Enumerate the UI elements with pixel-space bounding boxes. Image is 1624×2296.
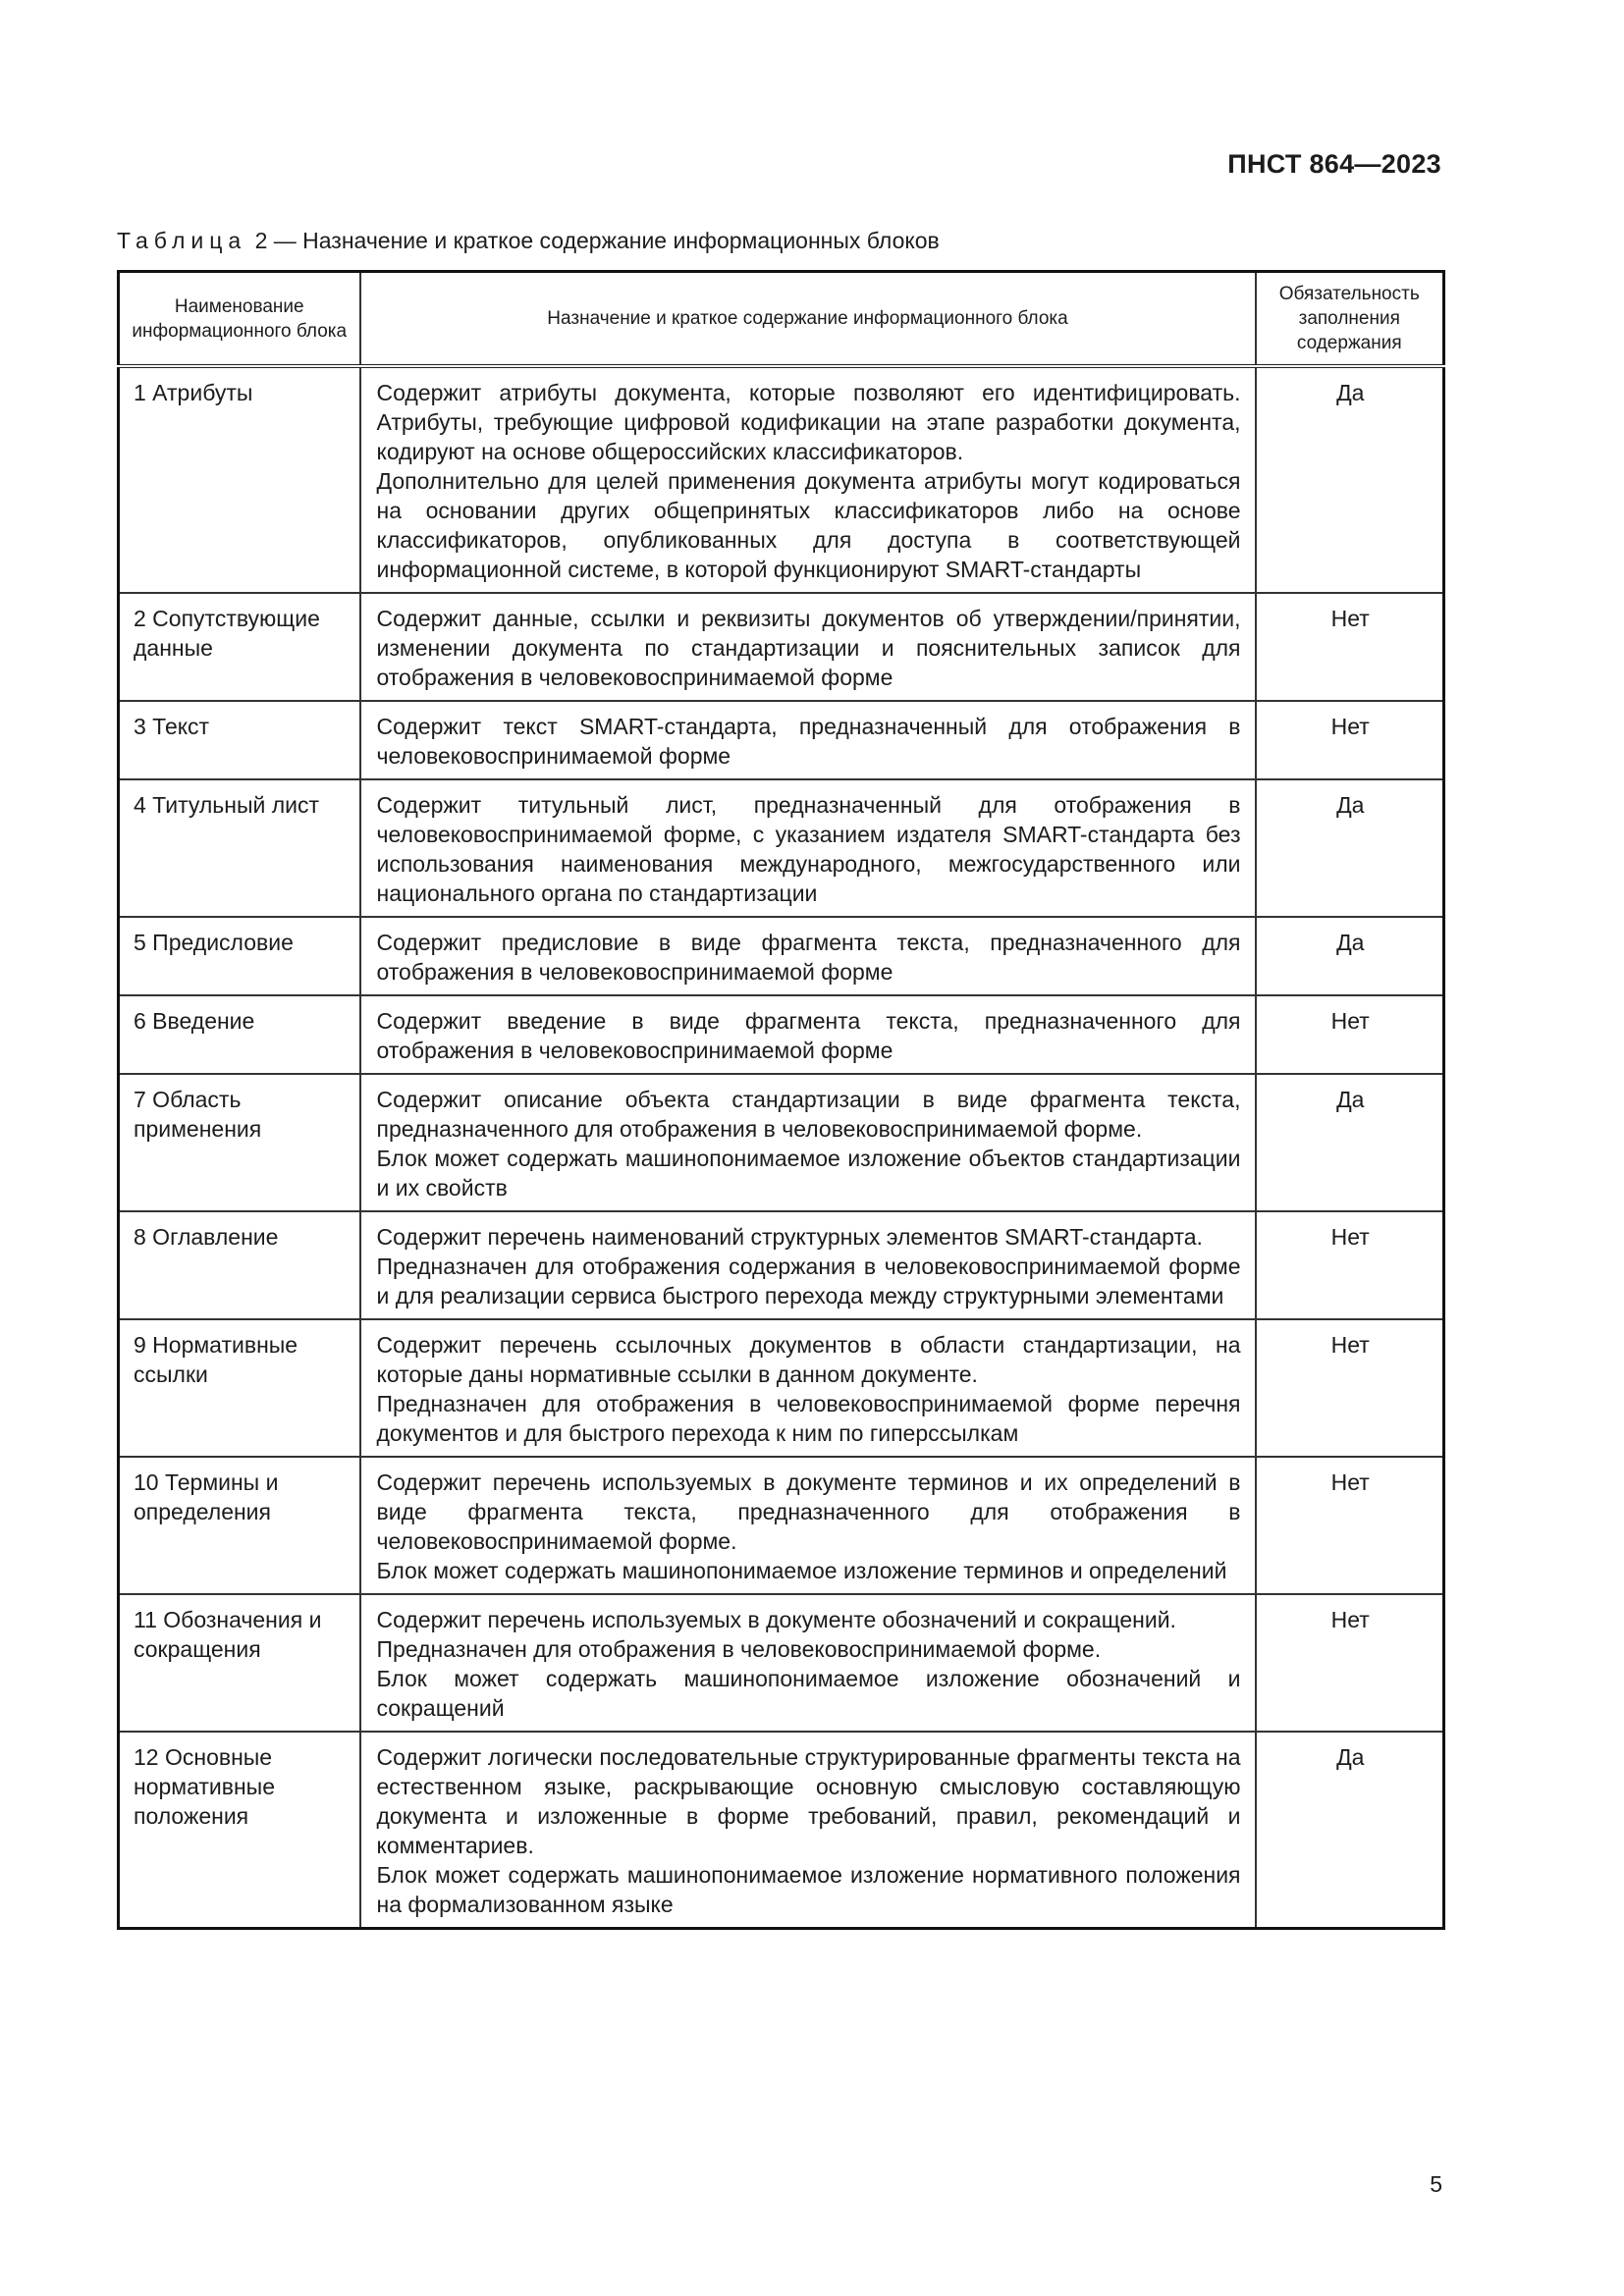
block-description-cell: Содержит перечень ссылочных документов в области стандартизации, на которые даны нормативные ссылки в данном документе. Предназначен для отображения в человековоспринимаемой форме перечня документов и для быстрого перехода к ним по гиперссылкам <box>360 1319 1256 1457</box>
column-header-name: Наименование информационного блока <box>119 272 360 367</box>
block-description-cell: Содержит перечень используемых в документе обозначений и сокращений. Предназначен для отображения в человековоспринимаемой форме. Блок может содержать машинопонимаемое изложение обозначений и сокращений <box>360 1594 1256 1732</box>
block-required-cell: Нет <box>1256 1319 1444 1457</box>
table-header-row <box>119 272 1444 367</box>
block-name-cell: 9 Нормативные ссылки <box>119 1319 360 1457</box>
block-required-cell: Да <box>1256 779 1444 917</box>
block-description-cell: Содержит данные, ссылки и реквизиты документов об утверждении/принятии, изменении документа по стандартизации и пояснительных записок для отображения в человековоспринимаемой форме <box>360 593 1256 701</box>
block-name-cell: 2 Сопутствующие данные <box>119 593 360 701</box>
block-description-cell: Содержит перечень используемых в документе терминов и их определений в виде фрагмента текста, предназначенного для отображения в человековоспринимаемой форме. Блок может содержать машинопонимаемое изложение терминов и определений <box>360 1457 1256 1594</box>
block-name-cell: 10 Термины и определения <box>119 1457 360 1594</box>
block-required-cell: Да <box>1256 366 1444 593</box>
table-row <box>119 995 1444 1074</box>
block-description-cell: Содержит описание объекта стандартизации в виде фрагмента текста, предназначенного для отображения в человековоспринимаемой форме. Блок может содержать машинопонимаемое изложение объектов стандартизации и их свойств <box>360 1074 1256 1211</box>
table-row <box>119 1211 1444 1319</box>
column-header-description: Назначение и краткое содержание информационного блока <box>360 272 1256 367</box>
block-required-cell: Да <box>1256 1074 1444 1211</box>
table-row <box>119 1319 1444 1457</box>
page-number: 5 <box>1430 2171 1442 2197</box>
block-required-cell: Нет <box>1256 1457 1444 1594</box>
block-name-cell: 3 Текст <box>119 701 360 779</box>
block-required-cell: Да <box>1256 917 1444 995</box>
block-name-cell: 4 Титульный лист <box>119 779 360 917</box>
block-required-cell: Нет <box>1256 1594 1444 1732</box>
block-required-cell: Нет <box>1256 1211 1444 1319</box>
table-row <box>119 1074 1444 1211</box>
block-description-cell: Содержит атрибуты документа, которые позволяют его идентифицировать. Атрибуты, требующие цифровой кодификации на этапе разработки документа, кодируют на основе общероссийских классификаторов. Дополнительно для целей применения документа атрибуты могут кодироваться на основании других общепринятых классификаторов либо на основе классификаторов, опубликованных для доступа в соответствующей информационной системе, в которой функционируют SMART-стандарты <box>360 366 1256 593</box>
block-description-cell: Содержит логически последовательные структурированные фрагменты текста на естественном языке, раскрывающие основную смысловую составляющую документа и изложенные в форме требований, правил, рекомендаций и комментариев. Блок может содержать машинопонимаемое изложение нормативного положения на формализованном языке <box>360 1732 1256 1929</box>
table-row <box>119 701 1444 779</box>
table-row <box>119 779 1444 917</box>
table-row <box>119 1594 1444 1732</box>
table-row <box>119 1457 1444 1594</box>
block-name-cell: 12 Основные нормативные положения <box>119 1732 360 1929</box>
table-caption <box>117 228 940 254</box>
block-description-cell: Содержит введение в виде фрагмента текста, предназначенного для отображения в человековоспринимаемой форме <box>360 995 1256 1074</box>
table-caption-label: Таблица <box>117 228 247 253</box>
block-description-cell: Содержит предисловие в виде фрагмента текста, предназначенного для отображения в человековоспринимаемой форме <box>360 917 1256 995</box>
block-required-cell: Нет <box>1256 701 1444 779</box>
table-row <box>119 917 1444 995</box>
block-required-cell: Нет <box>1256 593 1444 701</box>
block-name-cell: 1 Атрибуты <box>119 366 360 593</box>
block-name-cell: 8 Оглавление <box>119 1211 360 1319</box>
block-name-cell: 5 Предисловие <box>119 917 360 995</box>
table-header <box>119 272 1444 367</box>
block-description-cell: Содержит текст SMART-стандарта, предназначенный для отображения в человековоспринимаемой форме <box>360 701 1256 779</box>
block-required-cell: Да <box>1256 1732 1444 1929</box>
table-row <box>119 366 1444 593</box>
block-name-cell: 11 Обозначения и сокращения <box>119 1594 360 1732</box>
table-body <box>119 366 1444 1929</box>
table-row <box>119 1732 1444 1929</box>
block-name-cell: 7 Область применения <box>119 1074 360 1211</box>
block-description-cell: Содержит титульный лист, предназначенный для отображения в человековоспринимаемой форме, с указанием издателя SMART-стандарта без использования наименования международного, межгосударственного или национального органа по стандартизации <box>360 779 1256 917</box>
info-blocks-table <box>117 270 1445 1930</box>
column-header-required: Обязательность заполнения содержания <box>1256 272 1444 367</box>
table-caption-text: 2 — Назначение и краткое содержание информационных блоков <box>254 228 940 253</box>
block-description-cell: Содержит перечень наименований структурных элементов SMART-стандарта. Предназначен для отображения содержания в человековоспринимаемой форме и для реализации сервиса быстрого перехода между структурными элементами <box>360 1211 1256 1319</box>
document-code: ПНСТ 864—2023 <box>1227 149 1441 179</box>
block-required-cell: Нет <box>1256 995 1444 1074</box>
block-name-cell: 6 Введение <box>119 995 360 1074</box>
table-row <box>119 593 1444 701</box>
